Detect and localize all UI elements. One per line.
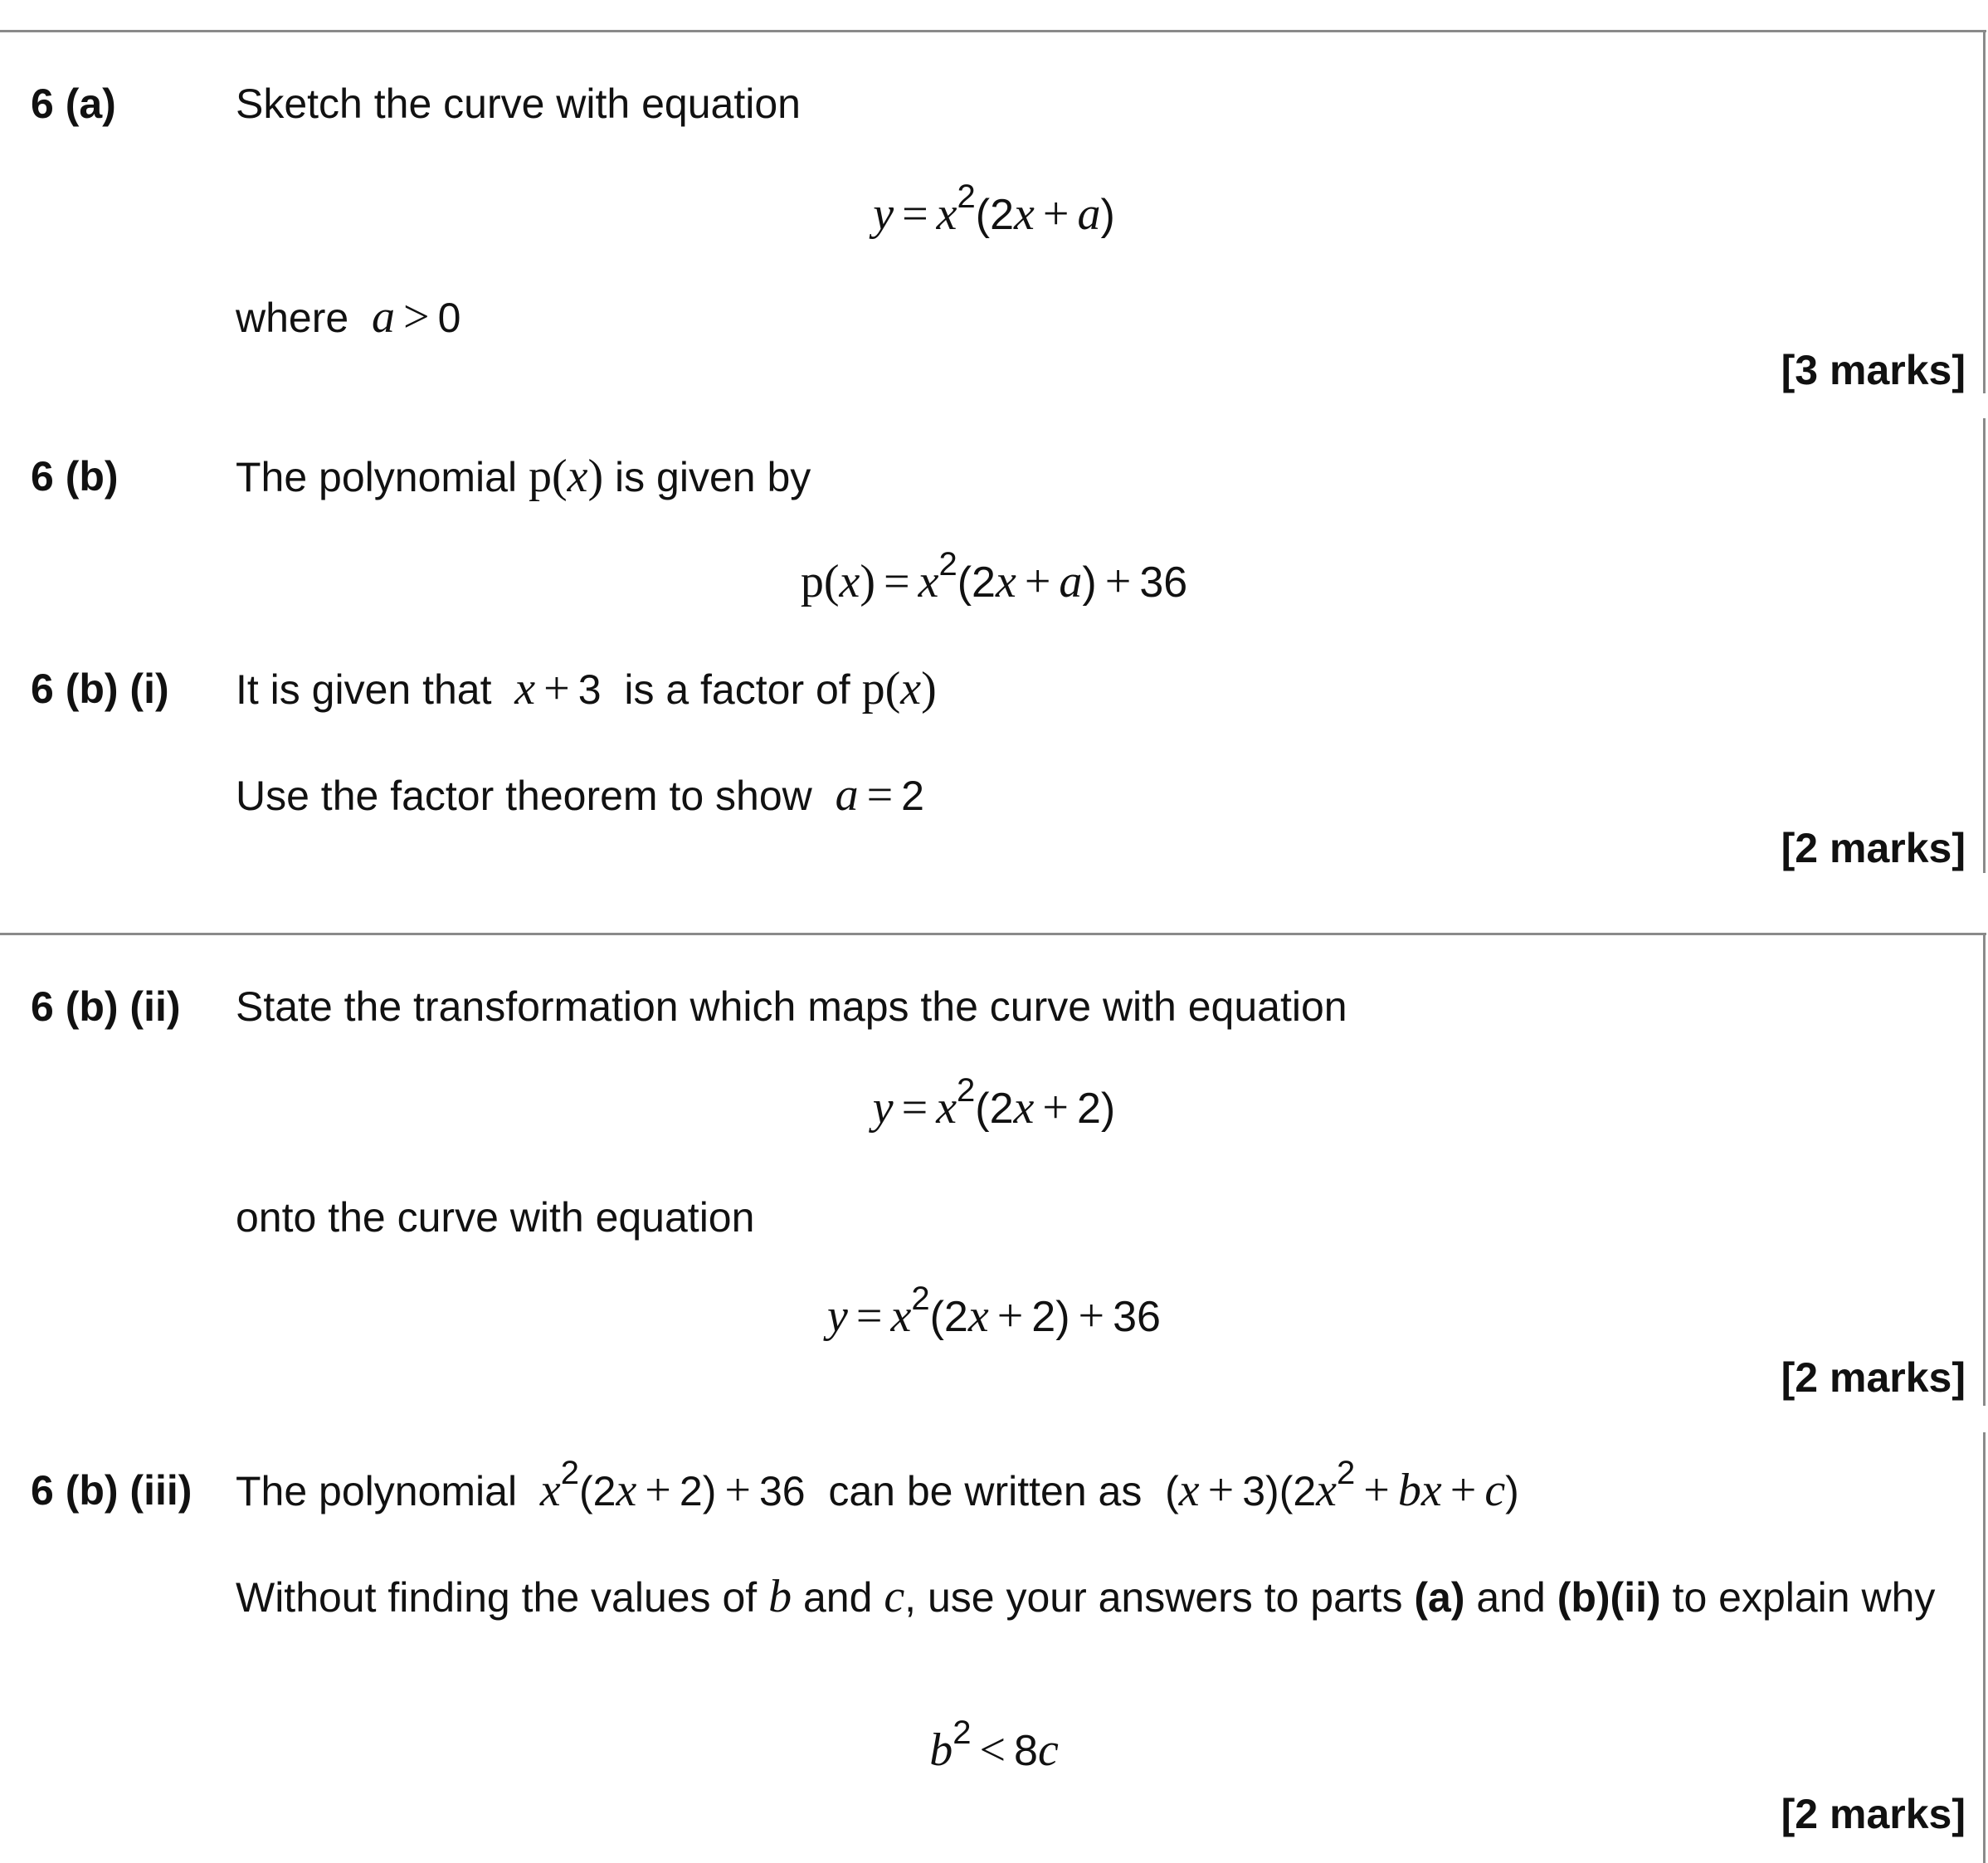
equation-6b: $p(x) = x^2(2x + a) + 36$ bbox=[800, 546, 1188, 607]
inequality-6biii: $b^2 < 8c$ bbox=[929, 1714, 1059, 1776]
condition-word: where bbox=[236, 295, 349, 341]
middle-rule bbox=[0, 933, 1986, 935]
question-6a-condition: where a > 0 bbox=[236, 291, 461, 343]
question-label-6b: 6 (b) bbox=[31, 453, 119, 500]
question-6a-intro: Sketch the curve with equation bbox=[236, 80, 801, 127]
right-rule-4 bbox=[1983, 1432, 1986, 1863]
question-6bii-intro: State the transformation which maps the curve with equation bbox=[236, 983, 1347, 1030]
question-label-6bi: 6 (b) (i) bbox=[31, 666, 169, 712]
equation-6bii-from: $y = x^2(2x + 2)$ bbox=[872, 1072, 1116, 1134]
marks-6bii: [2 marks] bbox=[1781, 1354, 1966, 1401]
question-6bii-middle: onto the curve with equation bbox=[236, 1194, 755, 1241]
question-6b-intro: The polynomial p(x) is given by bbox=[236, 451, 811, 502]
equation-6a: $y = x^2(2x + a)$ bbox=[873, 178, 1115, 240]
marks-6bi: [2 marks] bbox=[1781, 825, 1966, 871]
question-6biii-line1: The polynomial $x^2(2x + 2) + 36$ can be written as $(x + 3)(2x^2$ + bx + c) bbox=[236, 1455, 1519, 1516]
right-rule-2 bbox=[1983, 418, 1986, 873]
question-label-6bii: 6 (b) (ii) bbox=[31, 983, 181, 1030]
top-rule bbox=[0, 30, 1986, 32]
marks-6a: [3 marks] bbox=[1781, 347, 1966, 393]
question-6bi-line2: Use the factor theorem to show a = 2 bbox=[236, 769, 924, 821]
question-label-6a: 6 (a) bbox=[31, 80, 116, 127]
question-label-6biii: 6 (b) (iii) bbox=[31, 1467, 192, 1514]
question-6biii-line2: Without finding the values of b and c, use your answers to parts (a) and (b)(ii) to explain why bbox=[236, 1571, 1936, 1622]
equation-6bii-to: $y = x^2(2x + 2) + 36$ bbox=[827, 1280, 1161, 1342]
marks-6biii: [2 marks] bbox=[1781, 1791, 1966, 1837]
question-6bi-line1: It is given that x + 3 is a factor of p(x) bbox=[236, 663, 937, 714]
